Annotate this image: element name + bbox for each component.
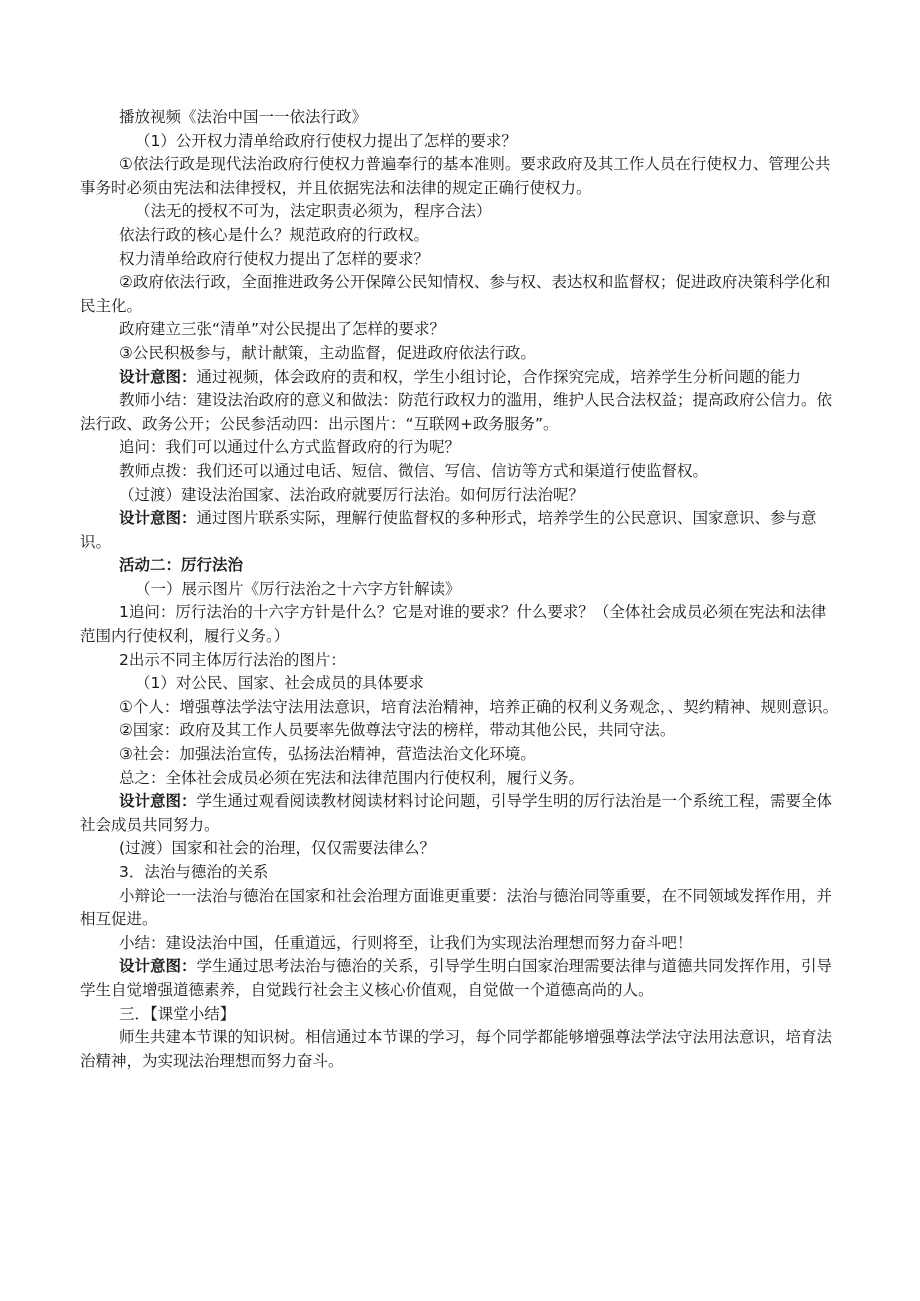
paragraph-text: 学生通过思考法治与德治的关系，引导学生明白国家治理需要法律与道德共同发挥作用，引导学生自觉增强道德素养，自觉践行社会主义核心价值观，自觉做一个道德高尚的人。 [80, 957, 833, 999]
paragraph-text: 总之：全体社会成员必须在宪法和法律范围内行使权利，履行义务。 [119, 768, 585, 787]
paragraph-text: ②国家：政府及其工作人员要率先做尊法守法的榜样，带动其他公民，共同守法。 [119, 721, 676, 740]
paragraph [80, 649, 840, 673]
paragraph [80, 271, 840, 318]
paragraph-text: 1追问：厉行法治的十六字方针是什么？它是对谁的要求？什么要求？（全体社会成员必须在宪法和法律范围内行使权利，履行义务。） [80, 603, 827, 646]
paragraph [80, 696, 840, 720]
paragraph-text: 追问：我们可以通过什么方式监督政府的行为呢？ [119, 438, 461, 457]
paragraph [80, 342, 840, 366]
paragraph-text: 三．【课堂小结】 [119, 1004, 236, 1023]
paragraph-text: （一）展示图片《厉行法治之十六字方针解读》 [135, 579, 461, 598]
paragraph-text: (过渡）国家和社会的治理，仅仅需要法律么？ [119, 839, 436, 858]
paragraph [80, 932, 840, 956]
paragraph-text: 3．法治与德治的关系 [119, 863, 269, 881]
paragraph-label: 设计意图： [119, 509, 197, 528]
paragraph [80, 672, 840, 696]
paragraph-text: 依法行政的核心是什么？规范政府的行政权。 [119, 225, 430, 244]
paragraph [80, 1026, 840, 1073]
paragraph [80, 436, 840, 460]
paragraph [80, 153, 840, 200]
paragraph [80, 507, 840, 554]
paragraph [80, 1003, 840, 1027]
paragraph-label: 活动二：厉行法治 [119, 556, 244, 575]
paragraph [80, 955, 840, 1002]
paragraph-label: 设计意图： [119, 957, 197, 976]
paragraph [80, 554, 840, 578]
paragraph [80, 389, 840, 436]
paragraph-text: 政府建立三张“清单”对公民提出了怎样的要求？ [119, 320, 446, 339]
paragraph-text: 小辩论一一法治与德治在国家和社会治理方面谁更重要：法治与德治同等重要，在不同领域发挥作用，并相互促进。 [80, 886, 833, 929]
document-body [80, 106, 840, 1073]
paragraph-text: 教师点拨：我们还可以通过电话、短信、微信、写信、信访等方式和渠道行使监督权。 [119, 461, 709, 480]
paragraph [80, 318, 840, 342]
paragraph [80, 224, 840, 248]
paragraph-text: 教师小结：建设法治政府的意义和做法：防范行政权力的滥用，维护人民合法权益；提高政府公信力。依法行政、政务公开；公民参活动四：出示图片：“互联网+政务服务”。 [80, 391, 833, 433]
paragraph [80, 743, 840, 767]
paragraph [80, 885, 840, 932]
paragraph [80, 248, 840, 272]
paragraph-text: 权力清单给政府行使权力提出了怎样的要求？ [119, 249, 430, 268]
paragraph-text: ②政府依法行政，全面推进政务公开保障公民知情权、参与权、表达权和监督权；促进政府决策科学化和民主化。 [80, 273, 831, 315]
paragraph [80, 366, 840, 390]
paragraph-text: （过渡）建设法治国家、法治政府就要厉行法治。如何厉行法治呢？ [119, 485, 585, 504]
paragraph-text: （法无的授权不可为，法定职责必须为，程序合法） [135, 202, 492, 221]
paragraph [80, 767, 840, 791]
paragraph-text: ③公民积极参与，献计献策，主动监督，促进政府依法行政。 [119, 343, 536, 362]
paragraph-text: ①依法行政是现代法治政府行使权力普遍奉行的基本准则。要求政府及其工作人员在行使权力、管理公共事务时必须由宪法和法律授权，并且依据宪法和法律的规定正确行使权力。 [80, 155, 831, 197]
paragraph [80, 484, 840, 508]
paragraph-text: 通过图片联系实际，理解行使监督权的多种形式，培养学生的公民意识、国家意识、参与意识。 [80, 509, 817, 551]
paragraph-text: ③社会：加强法治宣传，弘扬法治精神，营造法治文化环境。 [119, 745, 536, 764]
paragraph [80, 106, 840, 130]
paragraph [80, 790, 840, 837]
paragraph [80, 601, 840, 648]
paragraph-text: （1）对公民、国家、社会成员的具体要求 [135, 674, 424, 693]
paragraph [80, 861, 840, 885]
paragraph-text: 学生通过观看阅读教材阅读材料讨论问题，引导学生明的厉行法治是一个系统工程，需要全体社会成员共同努力。 [80, 792, 833, 834]
paragraph-label: 设计意图： [119, 367, 197, 386]
paragraph-text: 小结：建设法治中国，任重道远，行则将至，让我们为实现法治理想而努力奋斗吧！ [119, 933, 693, 952]
paragraph-text: 2出示不同主体厉行法治的图片： [119, 650, 346, 669]
paragraph [80, 460, 840, 484]
paragraph [80, 130, 840, 154]
paragraph-text: 通过视频，体会政府的责和权，学生小组讨论，合作探究完成，培养学生分析问题的能力 [196, 367, 802, 386]
paragraph-text: 师生共建本节课的知识树。相信通过本节课的学习，每个同学都能够增强尊法学法守法用法意识，培育法治精神，为实现法治理想而努力奋斗。 [80, 1028, 833, 1070]
paragraph-text: ①个人：增强尊法学法守法用法意识，培育法治精神，培养正确的权利义务观念，、契约精神、规则意识。 [119, 697, 839, 716]
paragraph [80, 200, 840, 224]
paragraph [80, 837, 840, 861]
paragraph [80, 578, 840, 602]
paragraph-text: （1）公开权力清单给政府行使权力提出了怎样的要求？ [135, 131, 517, 150]
paragraph [80, 719, 840, 743]
paragraph-label: 设计意图： [119, 792, 197, 811]
paragraph-text: 播放视频《法治中国一一依法行政》 [119, 108, 368, 126]
